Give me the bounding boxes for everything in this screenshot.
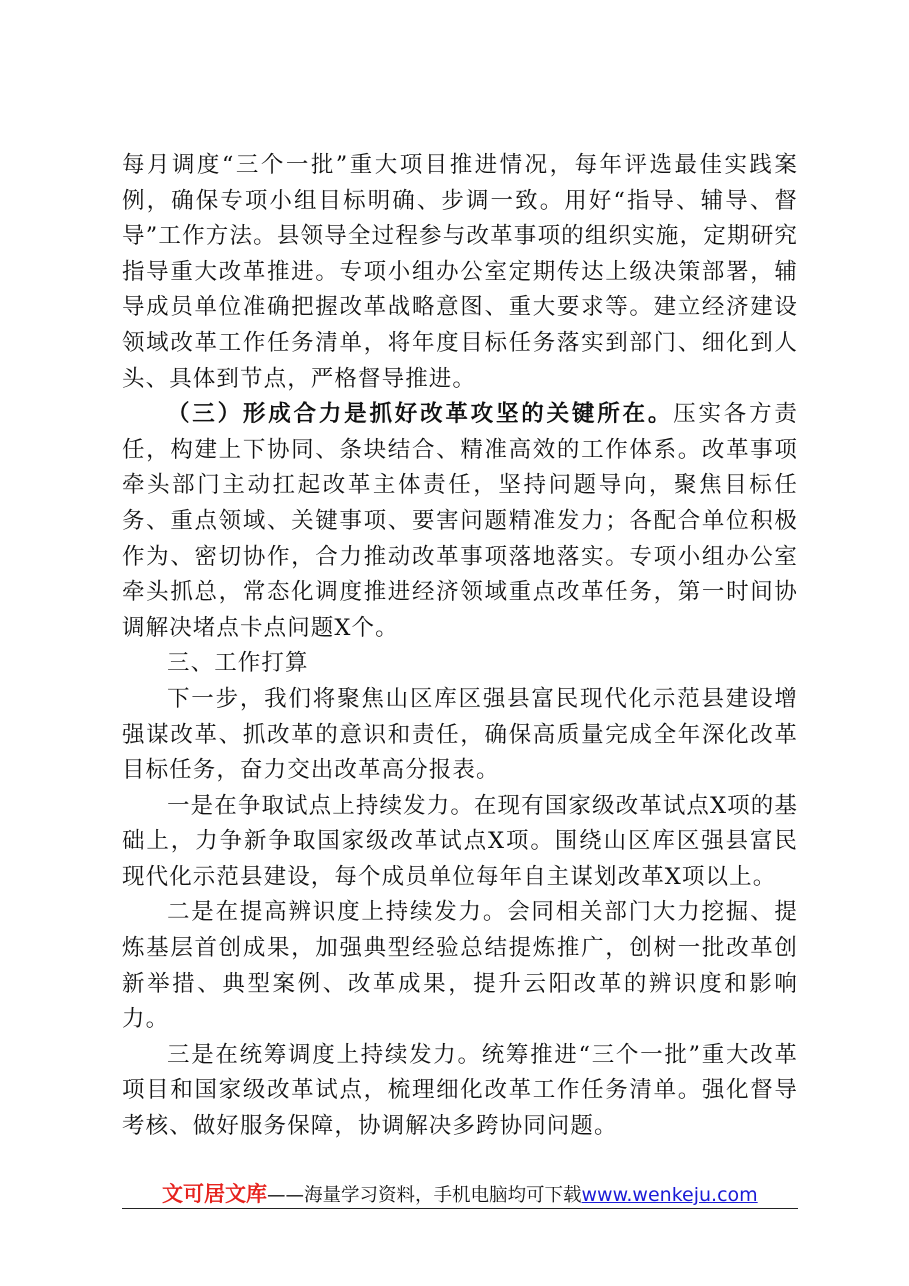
footer-divider: [122, 1208, 798, 1209]
plan-item-2: 二是在提高辨识度上持续发力。会同相关部门大力挖掘、提炼基层首创成果，加强典型经验总结提炼推广，创树一批改革创新举措、典型案例、改革成果，提升云阳改革的辨识度和影响力。: [122, 899, 798, 1033]
footer-tagline: ——海量学习资料，手机电脑均可下载: [267, 1185, 582, 1206]
document-body: [122, 148, 798, 1145]
footer-brand: 文可居文库: [162, 1182, 267, 1206]
paragraph-text: 每月调度“三个一批”重大项目推进情况，每年评选最佳实践案例，确保专项小组目标明确、步调一致。用好“指导、辅导、督导”工作方法。县领导全过程参与改革事项的组织实施，定期研究指导重大改革推进。专项小组办公室定期传达上级决策部署，辅导成员单位准确把握改革战略意图、重大要求等。建立经济建设领域改革工作任务清单，将年度目标任务落实到部门、细化到人头、具体到节点，严格督导推进。: [122, 152, 798, 392]
footer-url-link[interactable]: www.wenkeju.com: [581, 1184, 758, 1206]
plan-item-1: 一是在争取试点上持续发力。在现有国家级改革试点X项的基础上，力争新争取国家级改革试点X项。围绕山区库区强县富民现代化示范县建设，每个成员单位每年自主谋划改革X项以上。: [122, 792, 798, 890]
paragraph-continued: [122, 148, 798, 397]
paragraph-lead-heading: （三）形成合力是抓好改革攻坚的关键所在。: [167, 401, 674, 428]
paragraph-text: 压实各方责任，构建上下协同、条块结合、精准高效的工作体系。改革事项牵头部门主动扛起改革主体责任，坚持问题导向，聚焦目标任务、重点领域、关键事项、要害问题精准发力；各配合单位积极作为、密切协作，合力推动改革事项落地落实。专项小组办公室牵头抓总，常态化调度推进经济领域重点改革任务，第一时间协调解决堵点卡点问题X个。: [122, 401, 798, 641]
section-heading: 三、工作打算: [167, 650, 309, 677]
paragraph-section-three: [122, 397, 798, 646]
plan-item-3: 三是在统筹调度上持续发力。统筹推进“三个一批”重大改革项目和国家级改革试点，梳理细化改革工作任务清单。强化督导考核、做好服务保障，协调解决多跨协同问题。: [122, 1041, 798, 1140]
plan-intro: 下一步，我们将聚焦山区库区强县富民现代化示范县建设增强谋改革、抓改革的意识和责任，确保高质量完成全年深化改革目标任务，奋力交出改革高分报表。: [122, 685, 798, 784]
footer-banner: [162, 1180, 782, 1210]
